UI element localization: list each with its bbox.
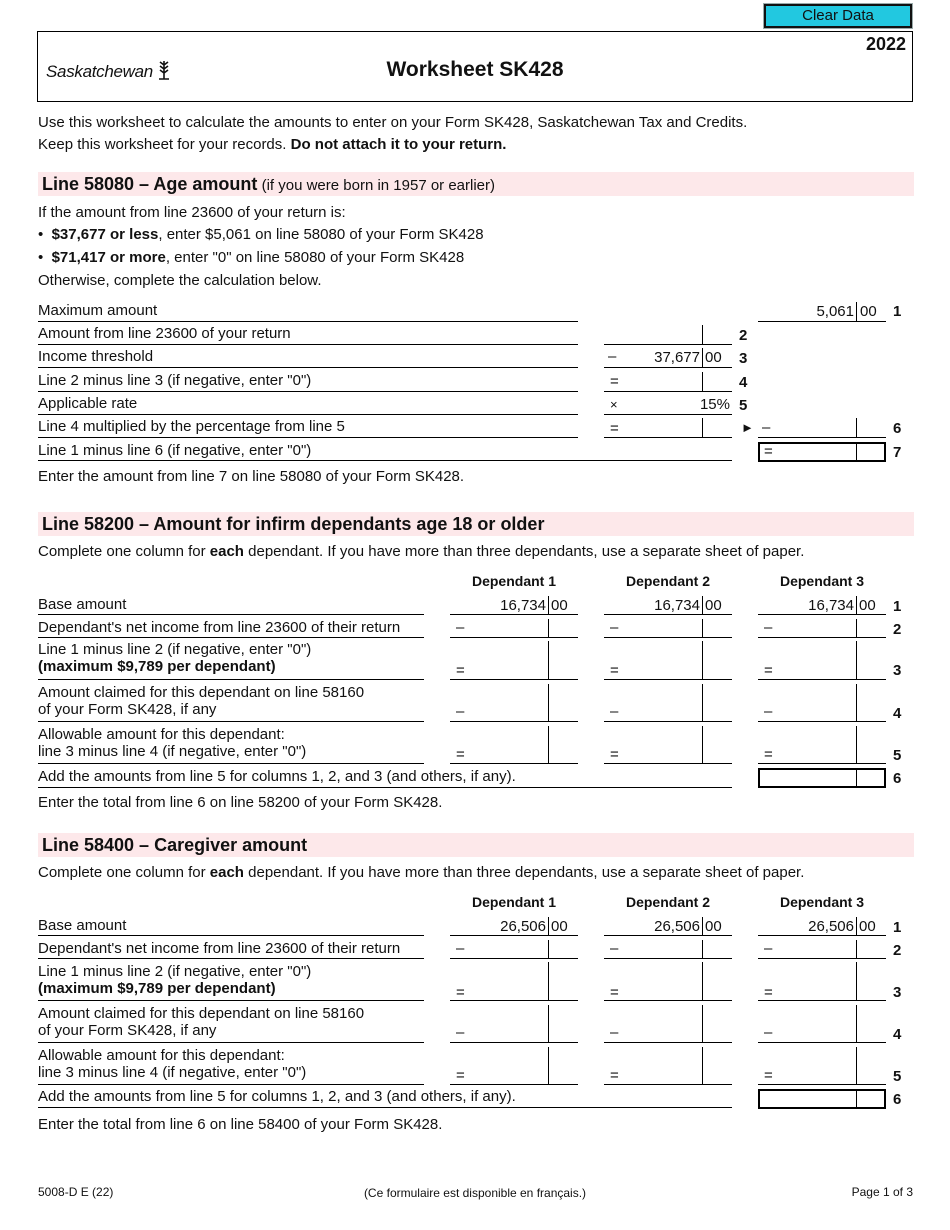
caregiver-total-box[interactable] [758,1089,886,1109]
equals-sign: = [764,662,773,679]
intro-line-2: Keep this worksheet for your records. Do not attach it to your return. [38,136,507,153]
row-label: Amount claimed for this dependant on line 58160 [38,1005,365,1022]
caregiver-footer: Enter the total from line 6 on line 58400 of your Form SK428. [38,1116,443,1133]
clear-data-button[interactable]: Clear Data [764,4,912,28]
form-code: 5008-D E (22) [38,1185,114,1199]
equals-sign: = [764,443,773,460]
minus-sign: – [764,1024,773,1041]
minus-sign: – [456,703,465,720]
minus-sign: – [610,1024,619,1041]
base-amount-label: Base amount [38,917,127,934]
row-label: line 3 minus line 4 (if negative, enter "0") [38,743,307,760]
age-max-cents: 00 [860,303,877,320]
row-label: Add the amounts from line 5 for columns 1, 2, and 3 (and others, if any). [38,768,516,785]
line-number: 3 [893,984,902,1001]
minus-sign: – [764,940,773,957]
line-number: 3 [739,350,748,367]
equals-sign: = [456,1067,465,1084]
infirm-intro: Complete one column for each dependant. If you have more than three dependants, use a separate sheet of paper. [38,543,805,560]
equals-sign: = [610,984,619,1001]
line-number: 1 [893,598,902,615]
row-label: Line 1 minus line 2 (if negative, enter "0") [38,963,312,980]
equals-sign: = [610,746,619,763]
age-row-label: Income threshold [38,348,154,365]
age-row-label: Maximum amount [38,302,158,319]
line-number: 2 [893,942,902,959]
age-threshold-cents: 00 [705,349,722,366]
line-number: 7 [893,444,902,461]
minus-sign: – [608,348,617,365]
minus-sign: – [456,940,465,957]
line-number: 4 [893,1026,902,1043]
infirm-total-box[interactable] [758,768,886,788]
age-row-label: Line 4 multiplied by the percentage from line 5 [38,418,345,435]
base-cents: 00 [705,597,722,614]
caregiver-intro: Complete one column for each dependant. If you have more than three dependants, use a separate sheet of paper. [38,864,805,881]
infirm-footer: Enter the total from line 6 on line 58200 of your Form SK428. [38,794,443,811]
times-sign: × [610,397,618,412]
row-label: Allowable amount for this dependant: [38,1047,285,1064]
line-number: 5 [893,1068,902,1085]
equals-sign: = [610,1067,619,1084]
base-amount: 26,506 [808,918,854,935]
base-cents: 00 [551,918,568,935]
base-amount: 16,734 [808,597,854,614]
base-amount: 26,506 [654,918,700,935]
column-header: Dependant 3 [779,573,864,589]
base-amount-label: Base amount [38,596,127,613]
base-cents: 00 [705,918,722,935]
age-rate: 15% [699,396,730,413]
age-line4-field[interactable] [624,371,700,391]
row-label: Add the amounts from line 5 for columns 1, 2, and 3 (and others, if any). [38,1088,516,1105]
arrow-right-icon: ► [741,420,754,435]
line-number: 1 [893,303,902,320]
equals-sign: = [610,373,619,390]
row-label: of your Form SK428, if any [38,701,217,718]
page-title: Worksheet SK428 [386,58,564,81]
base-amount: 26,506 [500,918,546,935]
age-otherwise: Otherwise, complete the calculation below. [38,272,322,289]
equals-sign: = [456,746,465,763]
equals-sign: = [764,984,773,1001]
column-header: Dependant 2 [625,894,710,910]
age-footer: Enter the amount from line 7 on line 58080 of your Form SK428. [38,468,465,485]
equals-sign: = [456,984,465,1001]
base-cents: 00 [551,597,568,614]
age-threshold-amount: 37,677 [654,349,700,366]
line-number: 4 [893,705,902,722]
line-number: 5 [739,397,748,414]
minus-sign: – [764,703,773,720]
french-note: (Ce formulaire est disponible en français.) [363,1186,587,1200]
equals-sign: = [764,746,773,763]
age-bullet-2: • $71,417 or more, enter "0" on line 58080 of your Form SK428 [38,249,465,266]
section-header-infirm: Line 58200 – Amount for infirm dependants age 18 or older [38,512,914,536]
base-amount: 16,734 [654,597,700,614]
column-header: Dependant 3 [779,894,864,910]
line-number: 6 [893,770,902,787]
minus-sign: – [456,619,465,636]
row-label: Allowable amount for this dependant: [38,726,285,743]
age-result-box[interactable] [758,442,886,462]
column-header: Dependant 1 [471,894,556,910]
equals-sign: = [456,662,465,679]
equals-sign: = [764,1067,773,1084]
base-cents: 00 [859,918,876,935]
row-label: Amount claimed for this dependant on line 58160 [38,684,365,701]
age-income-field[interactable] [620,324,700,344]
column-header: Dependant 2 [625,573,710,589]
minus-sign: – [762,419,771,436]
row-label: Line 1 minus line 2 (if negative, enter "0") [38,641,312,658]
row-label-bold: (maximum $9,789 per dependant) [38,658,276,675]
intro-line-1: Use this worksheet to calculate the amounts to enter on your Form SK428, Saskatchewan Tax and Credits. [38,114,748,131]
age-row-label: Line 2 minus line 3 (if negative, enter "0") [38,372,312,389]
age-row-label: Line 1 minus line 6 (if negative, enter "0") [38,442,312,459]
equals-sign: = [610,420,619,437]
age-condition: If the amount from line 23600 of your return is: [38,204,346,221]
minus-sign: – [610,703,619,720]
page-number: Page 1 of 3 [851,1185,913,1199]
base-amount: 16,734 [500,597,546,614]
row-label: Dependant's net income from line 23600 of their return [38,940,401,957]
section-header-age: Line 58080 – Age amount (if you were born in 1957 or earlier) [38,172,914,196]
age-row-label: Applicable rate [38,395,138,412]
line-number: 3 [893,662,902,679]
line-number: 4 [739,374,748,391]
base-cents: 00 [859,597,876,614]
form-year: 2022 [866,34,907,54]
age-row-label: Amount from line 23600 of your return [38,325,291,342]
line-number: 6 [893,1091,902,1108]
row-label: line 3 minus line 4 (if negative, enter "0") [38,1064,307,1081]
line-number: 2 [893,621,902,638]
line-number: 6 [893,420,902,437]
equals-sign: = [610,662,619,679]
row-label: of your Form SK428, if any [38,1022,217,1039]
line-number: 5 [893,747,902,764]
age-bullet-1: • $37,677 or less, enter $5,061 on line 58080 of your Form SK428 [38,226,484,243]
line-number: 1 [893,919,902,936]
saskatchewan-logo: Saskatchewan [46,60,171,82]
minus-sign: – [764,619,773,636]
line-number: 2 [739,327,748,344]
minus-sign: – [610,619,619,636]
row-label-bold: (maximum $9,789 per dependant) [38,980,276,997]
minus-sign: – [610,940,619,957]
age-max-amount: 5,061 [816,303,854,320]
section-header-caregiver: Line 58400 – Caregiver amount [38,833,914,857]
minus-sign: – [456,1024,465,1041]
row-label: Dependant's net income from line 23600 of their return [38,619,401,636]
column-header: Dependant 1 [471,573,556,589]
